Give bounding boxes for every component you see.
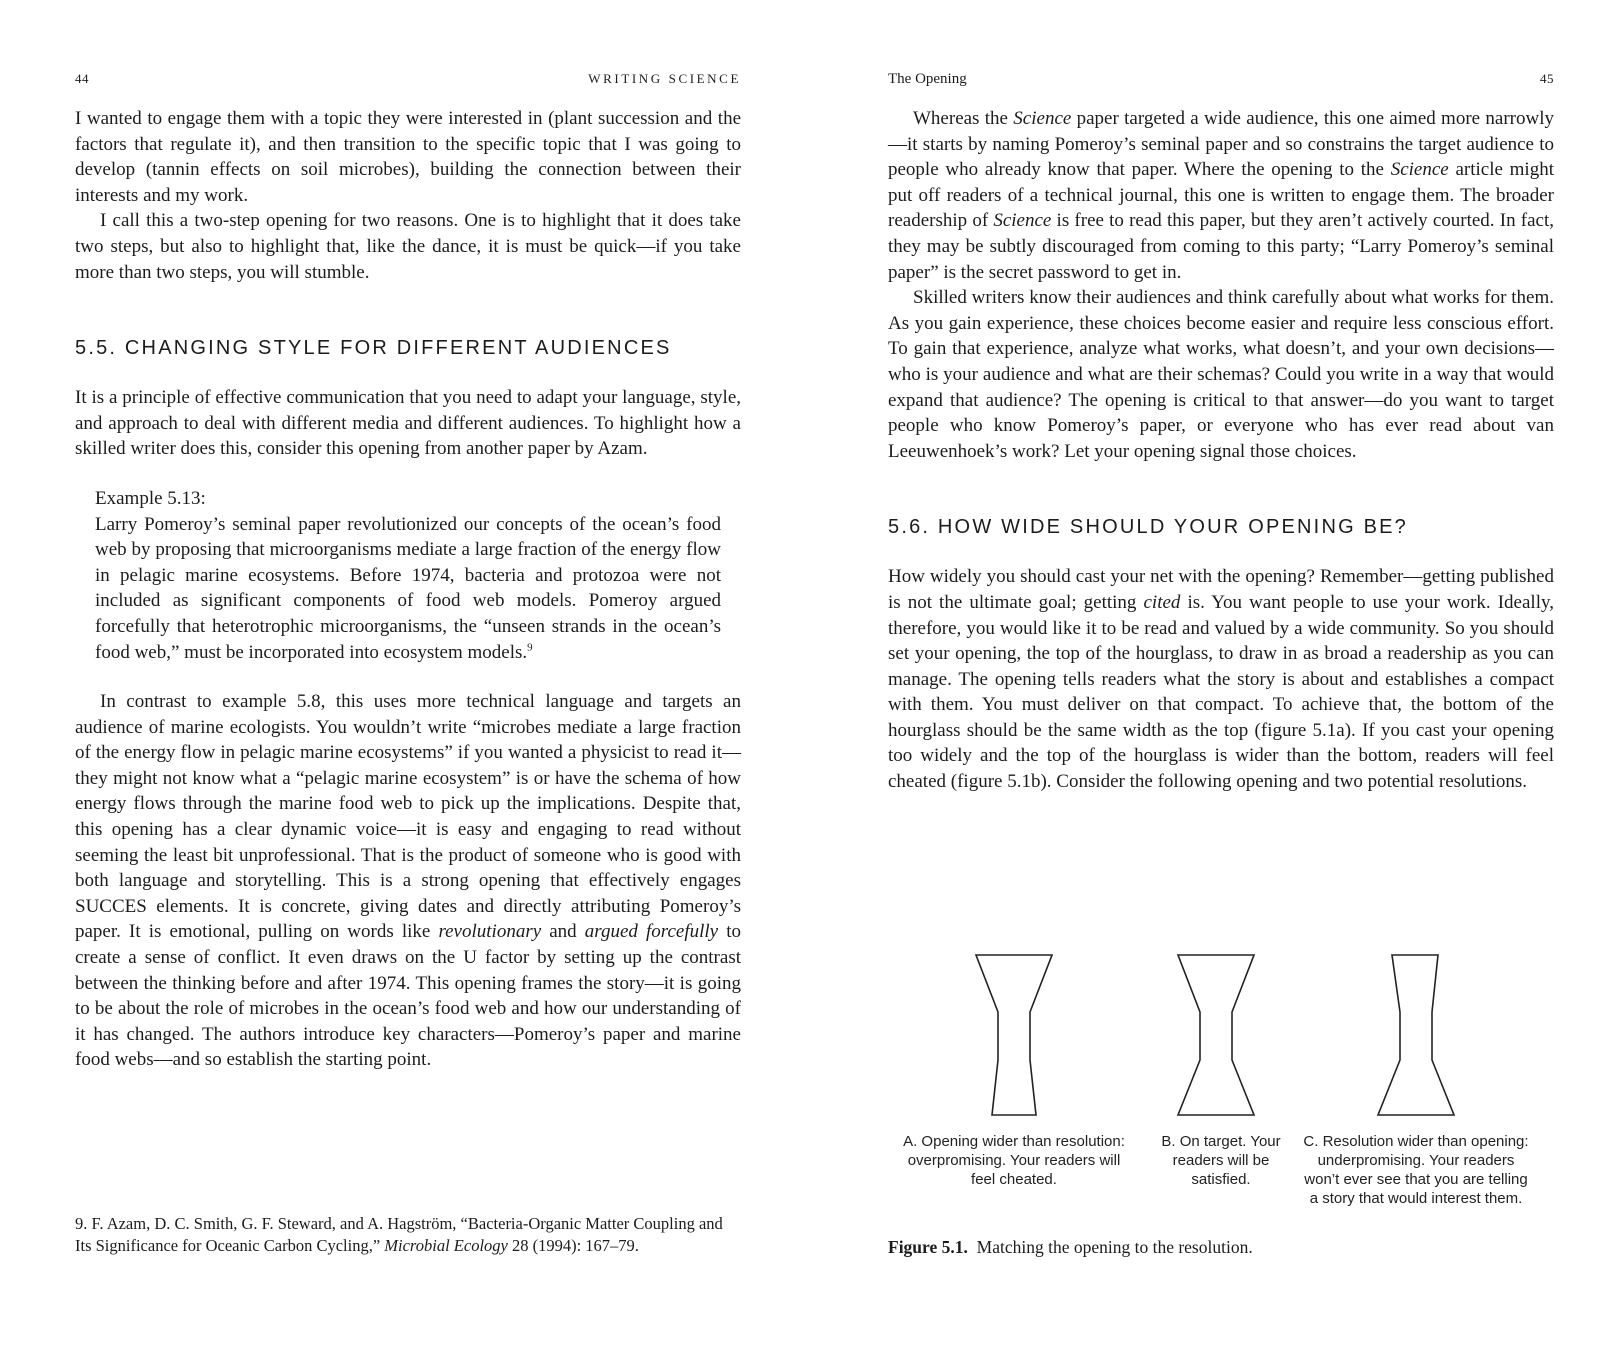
paragraph: Skilled writers know their audiences and think carefully about what works for them. As you gain experience, these choices become easier and require less conscious effort. To gain that experience, analyze what works, what doesn’t, and your own decisions—who is your audience and what are their schemas? Could you write in a way that would expand that audience? The opening is critical to that answer—do you want to target people who know Pomeroy’s paper, or everyone who has ever read about van Leeuwenhoek’s work? Let your opening signal those choices. <box>888 287 1554 462</box>
figure-label-b: B. On target. Your readers will be satisfied. <box>1161 1133 1281 1188</box>
example-block <box>95 486 721 665</box>
emphasis: Science <box>1013 108 1072 129</box>
text-run: is free to read this paper, but they aren’t actively courted. In fact, they may be subtly discouraged from coming to this party; “Larry Pomeroy’s seminal paper” is the secret password to get in. <box>888 210 1554 283</box>
section-heading-5-6: 5.6. HOW WIDE SHOULD YOUR OPENING BE? <box>888 516 1409 539</box>
footnote-text: 28 (1994): 167–79. <box>507 1236 639 1255</box>
figure-label-a: A. Opening wider than resolution: overpromising. Your readers will feel cheated. <box>903 1133 1125 1188</box>
section-heading-5-5: 5.5. CHANGING STYLE FOR DIFFERENT AUDIENCES <box>75 337 672 360</box>
paragraph: I call this a two-step opening for two reasons. One is to highlight that it does take two steps, but also to highlight that, like the dance, it is must be quick—if you take more than two steps, you will stumble. <box>75 210 741 283</box>
footnote-text: 9. F. Azam, D. C. Smith, G. F. Steward, and A. Hagström, “Bacteria-Organic Matter Coupling and Its Significance for Oceanic Carbon Cycling,” <box>75 1214 723 1255</box>
text-run: and <box>541 921 585 943</box>
text-run: is. You want people to use your work. Ideally, therefore, you would like it to be read and valued by a wide community. So you should set your opening, the top of the hourglass, to draw in as broad a readership as you can manage. The opening tells readers what the story is about and establishes a compact with them. You must deliver on that compact. To achieve that, the bottom of the hourglass should be the same width as the top (figure 5.1a). If you cast your opening too widely and the top of the hourglass is wider than the bottom, readers will feel cheated (figure 5.1b). Consider the following opening and two potential resolutions. <box>888 591 1554 793</box>
emphasis: argued forcefully <box>584 921 719 943</box>
example-label: Example 5.13: <box>95 487 206 509</box>
hourglass-b-icon <box>1178 955 1254 1115</box>
paragraph <box>888 106 1554 285</box>
text-run: article might put off readers of a technical journal, this one is written to engage them. The broader readership of <box>888 159 1554 232</box>
text-run: In contrast to example 5.8, this uses more technical language and targets an audience of marine ecologists. You wouldn’t write “microbes mediate a large fraction of the energy flow in pelagic marine ecosystems” if you wanted a physicist to read it—they might not know what a “pelagic marine ecosystem” is or have the schema of how energy flows through the marine food web to pick up the implications. Despite that, this opening has a clear dynamic voice—it is easy and engaging to read without seeming the least bit unprofessional. That is the product of someone who is good with both language and storytelling. This is a strong opening that effectively engages SUCCES elements. It is concrete, giving dates and directly attributing Pomeroy’s paper. It is emotional, pulling on words like <box>75 691 741 943</box>
right-body-text <box>888 106 1554 795</box>
footnote-journal: Microbial Ecology <box>384 1236 508 1255</box>
figure-5-1 <box>888 950 1554 1257</box>
paragraph <box>75 689 741 1073</box>
running-head-book-title: WRITING SCIENCE <box>588 71 741 86</box>
left-running-head <box>75 71 741 91</box>
text-run: to create a sense of conflict. It even draws on the U factor by setting up the contrast between the thinking before and after 1974. This opening frames the story—it is going to be about the role of microbes in the ocean’s food web and how our understanding of it has changed. The authors introduce key characters—Pomeroy’s paper and marine food webs—and so establish the starting point. <box>75 921 741 1071</box>
emphasis: revolutionary <box>438 921 542 943</box>
figure-caption-label: Figure 5.1. <box>888 1237 968 1257</box>
paragraph: It is a principle of effective communication that you need to adapt your language, style, and approach to deal with different media and different audiences. To highlight how a skilled writer does this, consider this opening from another paper by Azam. <box>75 387 741 460</box>
text-run: How widely you should cast your net with the opening? Remember—getting published is not the ultimate goal; getting <box>888 566 1554 613</box>
emphasis: cited <box>1143 591 1181 613</box>
figure-caption-text: Matching the opening to the resolution. <box>976 1237 1253 1257</box>
hourglass-c-icon <box>1378 955 1454 1115</box>
text-run: paper targeted a wide audience, this one aimed more narrowly—it starts by naming Pomeroy’s seminal paper and so constrains the target audience to people who already know that paper. Where the opening to the <box>888 108 1554 181</box>
page-number-left: 44 <box>75 71 89 86</box>
page-number-right: 45 <box>1540 71 1554 86</box>
example-quote-text: Larry Pomeroy’s seminal paper revolutionized our concepts of the ocean’s food web by proposing that microorganisms mediate a large fraction of the energy flow in pelagic marine ecosystems. Before 1974, bacteria and protozoa were not included as significant components of food web models. Pomeroy argued forcefully that heterotrophic microorganisms, the “unseen strands in the ocean’s food web,” must be incorporated into ecosystem models. <box>95 513 721 663</box>
paragraph <box>888 564 1554 794</box>
figure-label-c: C. Resolution wider than opening: underpromising. Your readers won’t ever see that you are telling a story that would interest them. <box>1303 1133 1529 1207</box>
right-running-head <box>888 71 1554 91</box>
left-body-text <box>75 106 741 1073</box>
running-head-chapter-title: The Opening <box>888 71 967 87</box>
footnote-ref: 9 <box>527 641 533 654</box>
hourglass-a-icon <box>976 955 1052 1115</box>
text-run: Whereas the <box>913 108 1014 129</box>
paragraph: I wanted to engage them with a topic they were interested in (plant succession and the factors that regulate it), and then transition to the specific topic that I was going to develop (tannin effects on soil microbes), building the connection between their interests and my work. <box>75 108 741 206</box>
hourglass-diagram <box>888 950 1554 1130</box>
emphasis: Science <box>1390 159 1449 181</box>
footnote <box>75 1213 741 1257</box>
emphasis: Science <box>993 210 1052 232</box>
figure-caption <box>888 1237 1554 1258</box>
example-quote <box>95 512 721 666</box>
